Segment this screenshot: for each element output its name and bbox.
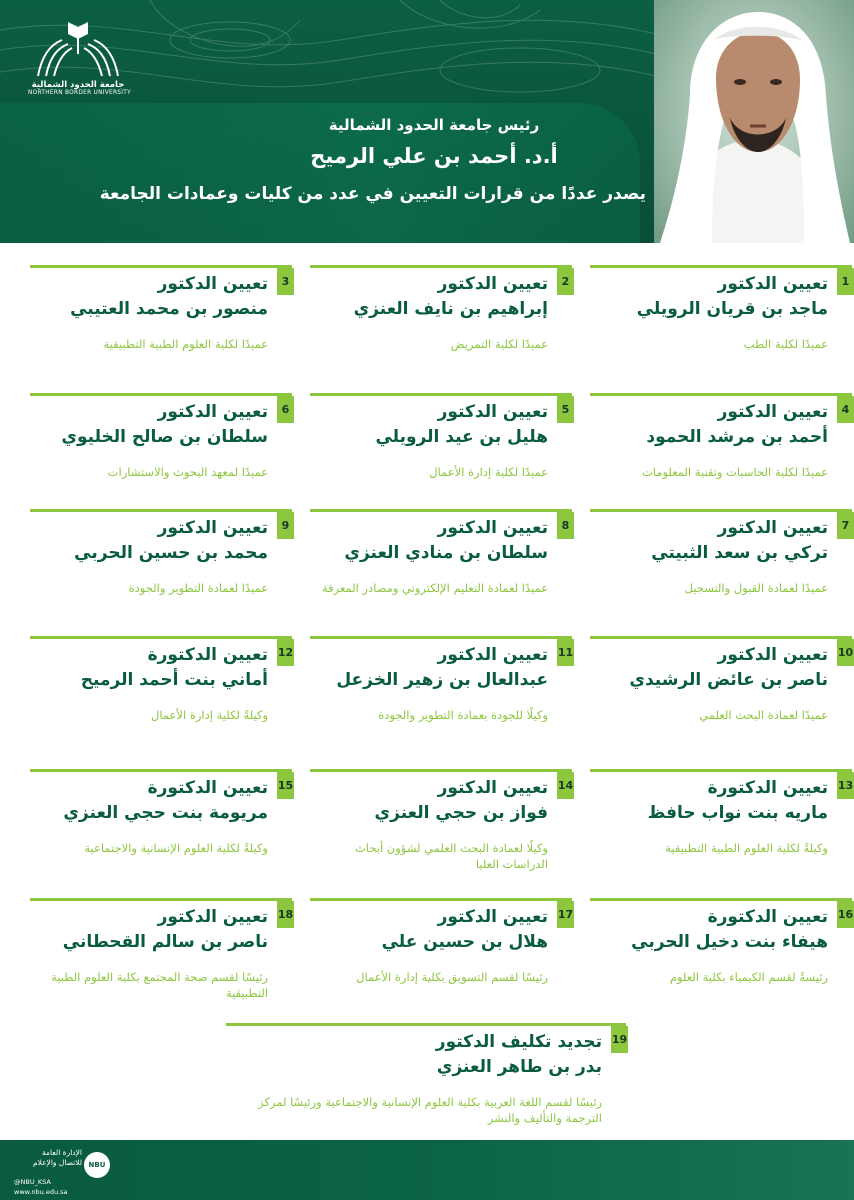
president-portrait — [654, 0, 854, 243]
card-number-badge: 3 — [277, 268, 294, 295]
appointment-card — [590, 509, 852, 609]
card-position: عميدًا لعمادة التطوير والجودة — [128, 581, 268, 595]
card-name: ناصر بن سالم القحطاني — [62, 932, 268, 952]
card-heading: تعيين الدكتورة — [707, 778, 828, 798]
card-position: عميدًا لعمادة البحث العلمي — [699, 708, 828, 722]
card-position: عميدًا لعمادة القبول والتسجيل — [684, 581, 828, 595]
appointment-card — [590, 265, 852, 365]
card-number-badge: 10 — [837, 639, 854, 666]
card-position: عميدًا لعمادة التعليم الإلكتروني ومصادر المعرفة — [321, 581, 548, 595]
card-name: بدر بن طاهر العنزي — [436, 1057, 602, 1077]
card-number-badge: 14 — [557, 772, 574, 799]
card-position: عميدًا لكلية العلوم الطبية التطبيقية — [103, 337, 268, 351]
card-heading: تعيين الدكتورة — [707, 907, 828, 927]
portrait-illustration — [654, 0, 854, 243]
card-heading: تعيين الدكتور — [717, 274, 828, 294]
footer-department — [30, 1148, 82, 1167]
university-logo — [28, 14, 131, 106]
appointment-card — [30, 769, 292, 869]
appointment-card — [590, 393, 852, 493]
card-name: ماجد بن قريان الرويلي — [636, 299, 828, 319]
card-position: عميدًا لكلية الحاسبات وتقنية المعلومات — [641, 465, 828, 479]
card-name: مريومة بنت حجي العنزي — [63, 803, 268, 823]
card-position: وكيلةً لكلية العلوم الإنسانية والاجتماعية — [84, 841, 268, 855]
card-number-badge: 12 — [277, 639, 294, 666]
appointment-card — [30, 265, 292, 365]
appointment-card — [310, 898, 572, 998]
footer-dept-line2: للاتصال والإعلام — [32, 1157, 82, 1167]
card-position: وكيلةً لكلية العلوم الطبية التطبيقية — [665, 841, 828, 855]
appointment-card — [590, 769, 852, 869]
card-heading: تعيين الدكتور — [437, 645, 548, 665]
card-number-badge: 17 — [557, 901, 574, 928]
card-position: رئيسةً لقسم الكيمياء بكلية العلوم — [669, 970, 828, 984]
appointment-card — [310, 509, 572, 609]
card-heading: تعيين الدكتور — [437, 274, 548, 294]
card-number-badge: 19 — [611, 1026, 628, 1053]
appointment-card — [590, 636, 852, 736]
card-number-badge: 6 — [277, 396, 294, 423]
card-heading: تعيين الدكتور — [157, 518, 268, 538]
card-number-badge: 15 — [277, 772, 294, 799]
card-number-badge: 8 — [557, 512, 574, 539]
appointment-card — [310, 769, 572, 869]
card-heading: تعيين الدكتور — [717, 402, 828, 422]
header-title-line3: يصدر عددًا من قرارات التعيين في عدد من كليات وعمادات الجامعة — [99, 184, 646, 204]
card-number-badge: 9 — [277, 512, 294, 539]
card-number-badge: 13 — [837, 772, 854, 799]
card-name: محمد بن حسين الحربي — [74, 543, 268, 563]
card-name: ناصر بن عائض الرشيدي — [629, 670, 828, 690]
card-position: وكيلًا لعمادة البحث العلمي لشؤون أبحاث الدراسات العليا — [354, 841, 548, 871]
card-number-badge: 11 — [557, 639, 574, 666]
appointment-card — [310, 636, 572, 736]
card-name: إبراهيم بن نايف العنزي — [353, 299, 548, 319]
card-heading: تعيين الدكتورة — [147, 778, 268, 798]
social-handle-link[interactable]: @NBU_KSA — [14, 1178, 51, 1186]
card-number-badge: 1 — [837, 268, 854, 295]
card-heading: تعيين الدكتور — [437, 402, 548, 422]
website-link[interactable]: www.nbu.edu.sa — [14, 1188, 68, 1196]
card-heading: تعيين الدكتور — [437, 518, 548, 538]
card-position: عميدًا لمعهد البحوث والاستشارات — [107, 465, 268, 479]
appointment-card — [590, 898, 852, 998]
card-position: رئيسًا لقسم التسويق بكلية إدارة الأعمال — [356, 970, 548, 984]
card-name: هليل بن عيد الرويلي — [375, 427, 548, 447]
card-position: عميدًا لكلية التمريض — [450, 337, 548, 351]
card-position: عميدًا لكلية الطب — [743, 337, 828, 351]
card-heading: تعيين الدكتورة — [147, 645, 268, 665]
card-name: هيفاء بنت دخيل الحربي — [631, 932, 828, 952]
card-heading: تعيين الدكتور — [717, 518, 828, 538]
logo-arabic-text: جامعة الحدود الشمالية — [31, 80, 125, 90]
card-name: سلطان بن صالح الخليوي — [61, 427, 268, 447]
card-name: ماريه بنت نواب حافظ — [647, 803, 828, 823]
appointment-card — [310, 393, 572, 493]
appointment-card — [30, 636, 292, 736]
card-number-badge: 18 — [277, 901, 294, 928]
card-heading: تعيين الدكتور — [157, 402, 268, 422]
card-number-badge: 5 — [557, 396, 574, 423]
header-banner — [0, 0, 854, 243]
card-position: وكيلةً لكلية إدارة الأعمال — [151, 708, 268, 722]
card-number-badge: 16 — [837, 901, 854, 928]
card-heading: تعيين الدكتور — [157, 274, 268, 294]
card-position: عميدًا لكلية إدارة الأعمال — [429, 465, 548, 479]
card-position: وكيلًا للجودة بعمادة التطوير والجودة — [378, 708, 548, 722]
card-number-badge: 4 — [837, 396, 854, 423]
card-heading: تجديد تكليف الدكتور — [435, 1032, 602, 1052]
card-heading: تعيين الدكتور — [437, 907, 548, 927]
card-position: رئيسًا لقسم صحة المجتمع بكلية العلوم الطبية التطبيقية — [51, 970, 268, 1000]
card-number-badge: 7 — [837, 512, 854, 539]
card-name: تركي بن سعد الثبيتي — [651, 543, 828, 563]
header-title-line1: رئيس جامعة الحدود الشمالية — [328, 116, 540, 134]
logo-english-text: NORTHERN BORDER UNIVERSITY — [28, 90, 131, 96]
appointment-card — [310, 265, 572, 365]
card-name: أماني بنت أحمد الرميح — [80, 670, 268, 690]
card-name: سلطان بن منادي العنزي — [344, 543, 548, 563]
header-title-line2: أ.د. أحمد بن علي الرميح — [310, 144, 558, 168]
card-heading: تعيين الدكتور — [437, 778, 548, 798]
appointments-grid — [0, 243, 854, 1140]
card-position: رئيسًا لقسم اللغة العربية بكلية العلوم الإنسانية والاجتماعية ورئيسًا لمركز الترجمة والتأليف والنشر — [258, 1095, 602, 1125]
card-number-badge: 2 — [557, 268, 574, 295]
card-name: فواز بن حجي العنزي — [374, 803, 548, 823]
footer-bar — [0, 1140, 854, 1200]
card-heading: تعيين الدكتور — [157, 907, 268, 927]
appointment-card — [226, 1023, 626, 1123]
card-heading: تعيين الدكتور — [717, 645, 828, 665]
appointment-card — [30, 509, 292, 609]
footer-accent — [400, 1140, 854, 1200]
nbu-badge-icon: NBU — [84, 1152, 110, 1178]
card-name: منصور بن محمد العتيبي — [70, 299, 268, 319]
card-name: هلال بن حسين علي — [381, 932, 548, 952]
appointment-card — [30, 393, 292, 493]
footer-dept-line1: الإدارة العامة — [41, 1148, 82, 1157]
card-name: أحمد بن مرشد الحمود — [646, 427, 828, 447]
university-logo-icon — [28, 14, 128, 78]
card-name: عبدالعال بن زهير الخزعل — [336, 670, 548, 690]
appointment-card — [30, 898, 292, 998]
